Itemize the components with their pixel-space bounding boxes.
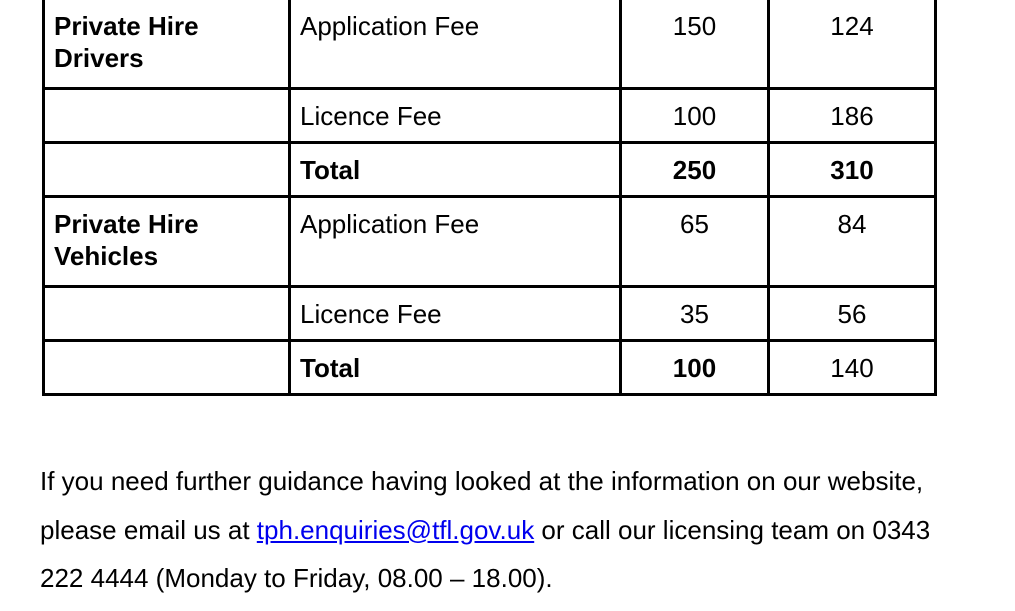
category-cell: Private Hire Drivers — [44, 0, 290, 89]
fees-table — [42, 0, 937, 396]
fee-value-cell: 35 — [621, 287, 769, 341]
category-cell — [44, 287, 290, 341]
fee-value-cell: 250 — [621, 143, 769, 197]
guidance-paragraph — [40, 457, 1015, 603]
guidance-line-3: 222 4444 (Monday to Friday, 08.00 – 18.00). — [40, 563, 553, 593]
category-cell — [44, 143, 290, 197]
table-row — [44, 89, 936, 143]
fee-value-cell: 150 — [621, 0, 769, 89]
table-row — [44, 197, 936, 287]
guidance-line-1: If you need further guidance having looked at the information on our website, — [40, 466, 924, 496]
fee-item-cell: Total — [290, 341, 621, 395]
guidance-text: or call our licensing team on 0343 — [534, 514, 931, 545]
fee-item-cell: Application Fee — [290, 197, 621, 287]
fee-value-cell: 100 — [621, 341, 769, 395]
category-cell — [44, 89, 290, 143]
fee-value-cell: 100 — [621, 89, 769, 143]
table-row — [44, 341, 936, 395]
fee-value-cell: 56 — [769, 287, 936, 341]
category-cell — [44, 341, 290, 395]
email-link[interactable]: tph.enquiries@tfl.gov.uk — [256, 514, 535, 545]
fee-item-cell: Licence Fee — [290, 287, 621, 341]
fee-item-cell: Total — [290, 143, 621, 197]
fee-value-cell: 186 — [769, 89, 936, 143]
table-row — [44, 143, 936, 197]
fee-item-cell: Licence Fee — [290, 89, 621, 143]
fee-value-cell: 84 — [769, 197, 936, 287]
fee-value-cell: 65 — [621, 197, 769, 287]
fee-value-cell: 124 — [769, 0, 936, 89]
table-row — [44, 0, 936, 89]
fee-item-cell: Application Fee — [290, 0, 621, 89]
table-row — [44, 287, 936, 341]
category-cell: Private Hire Vehicles — [44, 197, 290, 287]
fee-value-cell: 140 — [769, 341, 936, 395]
fee-value-cell: 310 — [769, 143, 936, 197]
guidance-text: please email us at — [40, 514, 257, 545]
